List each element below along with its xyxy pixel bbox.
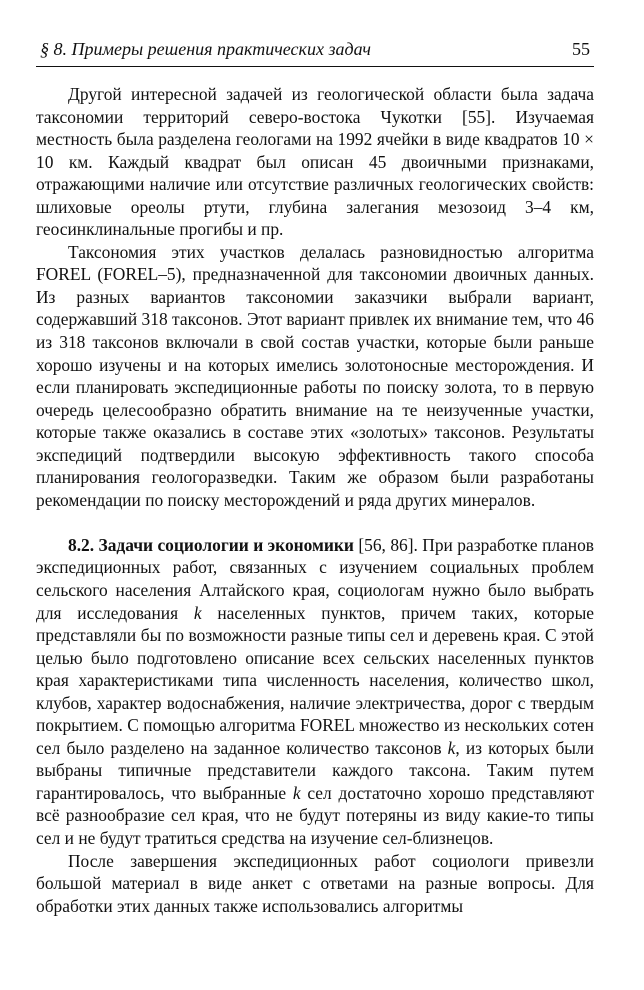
paragraph	[36, 83, 594, 241]
paragraph-text: Другой интересной задачей из геологической области была задача таксономии территорий северо-востока Чукотки [55]. Изучаемая местность была разделена геологами на 1992 ячейки в виде квадратов 10 × 10 км. Каждый квадрат был описан 45 двоичными признаками, отражающими наличие или отсутствие различных геологических свойств: шлиховые ореолы ртути, глубина залегания мезозоид 3–4 км, геосинклинальные прогибы и пр.	[36, 84, 594, 240]
header-rule	[36, 66, 594, 67]
body-text	[36, 83, 594, 917]
paragraph-text: После завершения экспедиционных работ социологи привезли большой материал в виде анкет с ответами на разные вопросы. Для обработки этих данных также использовались алгоритмы	[36, 850, 594, 916]
paragraph-text: населенных пунктов, причем таких, которые представляли бы по возможности разные типы сел и деревень края. С этой целью было подготовлено описание всех сельских населенных пунктов края характеристиками типа численность населения, количество школ, клубов, характер водоснабжения, наличие электричества, дорог с твердым покрытием. С помощью алгоритма FOREL множество из нескольких сотен сел было разделено на заданное количество таксонов	[36, 602, 594, 758]
math-variable: k	[193, 602, 202, 623]
page-number: 55	[572, 39, 590, 59]
section-heading: 8.2. Задачи социологии и экономики	[68, 534, 354, 555]
paragraph	[36, 241, 594, 512]
paragraph	[36, 534, 594, 850]
math-variable: k	[292, 782, 301, 803]
paragraph-text: Таксономия этих участков делалась разновидностью алгоритма FOREL (FOREL–5), предназначенной для таксономии двоичных данных. Из разных вариантов таксономии заказчики выбрали вариант, содержавший 318 таксонов. Этот вариант привлек их внимание тем, что 46 из 318 таксонов включали в свой состав участки, которые были раньше хорошо изучены и на которых имелись золотоносные месторождения. И если планировать экспедиционные работы по поиску золота, то в первую очередь целесообразно обратить внимание на те неизученные участки, которые также оказались в составе этих «золотых» таксонов. Результаты экспедиций подтвердили высокую эффективность такого способа планирования геологоразведки. Таким же образом были разработаны рекомендации по поиску месторождений и ряда других минералов.	[36, 241, 594, 510]
page	[36, 38, 594, 917]
paragraph	[36, 850, 594, 918]
running-header	[36, 38, 594, 60]
paragraph-text: , из которых были выбраны типичные представители каждого таксона. Таким путем гарантировалось, что выбранные	[36, 737, 594, 803]
paragraph-text: [56, 86]. При разработке планов экспедиционных работ, связанных с изучением социальных проблем сельского населения Алтайского края, социологам нужно было выбрать для исследования	[36, 534, 594, 623]
paragraph-text: сел достаточно хорошо представляют всё разнообразие сел края, что не будут потеряны из виду какие-то типы сел и не будут тратиться средства на изучение сел-близнецов.	[36, 782, 594, 848]
section-title: § 8. Примеры решения практических задач	[40, 39, 371, 59]
math-variable: k	[447, 737, 456, 758]
